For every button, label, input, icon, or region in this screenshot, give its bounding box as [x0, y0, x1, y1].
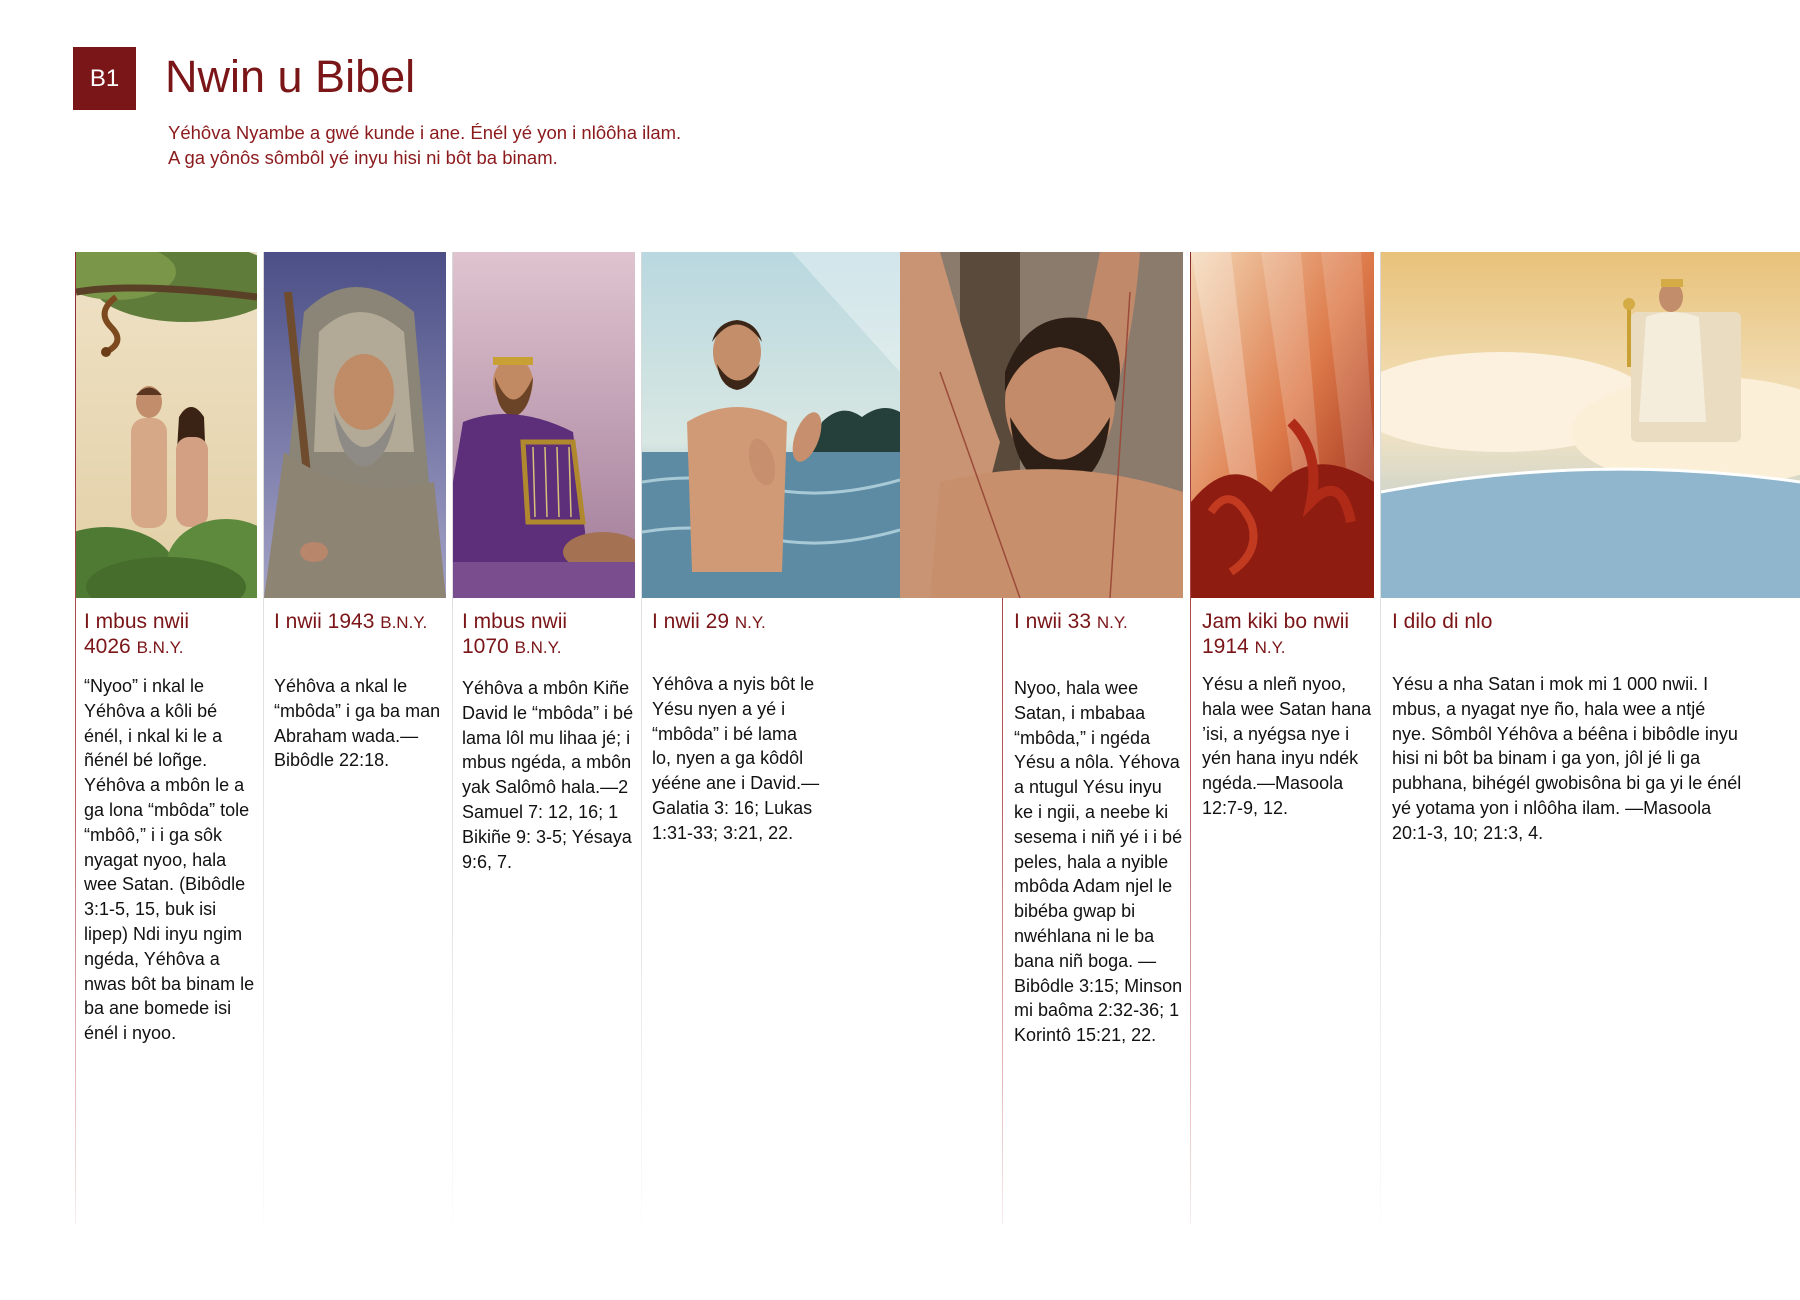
section-badge: B1	[73, 47, 136, 110]
era-main: I mbus nwii	[462, 610, 568, 633]
jesus-throne-illustration	[1381, 252, 1800, 598]
era-unit: N.Y.	[1254, 638, 1286, 657]
era-unit: B.N.Y.	[514, 638, 562, 657]
event-description: Nyoo, hala wee Satan, i mbabaa “mbôda,” i ngéda Yésu a nôla. Yéhova a ntugul Yésu inyu ke i ngii, a neebe ki sesema i niñ yé i i bé peles, hala a nyible mbôda Adam njel le bibéba gwap bi nwéhlana ni le ba bana niñ boga. —Bibôdle 3:15; Minson mi baôma 2:32-36; 1 Korintô 15:21, 22.	[1014, 678, 1183, 1046]
era-main: I mbus nwii	[84, 610, 190, 633]
era-unit: B.N.Y.	[136, 638, 184, 657]
era-main: I nwii 33	[1014, 610, 1097, 633]
event-description: Yéhôva a mbôn Kiñe David le “mbôda” i bé lama lôl mu lihaa jé; i mbus ngéda, a mbôn yak Salômô hala.—2 Samuel 7: 12, 16; 1 Bikiñe 9: 3-5; Yésaya 9:6, 7.	[462, 678, 634, 872]
event-description: Yésu a nleñ nyoo, hala wee Satan hana ’isi, a nyégsa nye i yén hana inyu ndék ngéda.—Masoola 12:7-9, 12.	[1202, 674, 1372, 818]
era-unit: N.Y.	[1096, 613, 1128, 632]
jesus-baptism-illustration	[642, 252, 900, 598]
era-year: 1070	[462, 635, 515, 658]
era-label	[274, 609, 427, 635]
era-label	[1202, 609, 1349, 660]
jesus-stake-illustration	[900, 252, 1183, 598]
era-year: 4026	[84, 635, 137, 658]
event-description: Yéhôva a nyis bôt le Yésu nyen a yé i “mbôda” i bé lama lo, nyen a ga kôdôl yééne ane i David.—Galatia 3: 16; Lukas 1:31-33; 3:21, 22.	[652, 674, 820, 843]
event-description: Yésu a nha Satan i mok mi 1 000 nwii. I mbus, a nyagat nye ño, hala wee a ntjé nye. Sômbôl Yéhôva a béêna i bibôdle inyu hisi ni bôt ba binam i ga yon, jôl jé li ga pubhana, bihégél gwobisôna bi ga yi le énél yé yotama yon i nlôôha ilam. —Masoola 20:1-3, 10; 21:3, 4.	[1392, 674, 1742, 843]
abraham-illustration	[264, 252, 446, 598]
era-label	[1014, 609, 1128, 635]
era-year: 1914	[1202, 635, 1255, 658]
adam-eve-serpent-illustration	[76, 252, 257, 598]
era-label	[652, 609, 766, 635]
page-subtitle	[168, 120, 681, 170]
event-description: “Nyoo” i nkal le Yéhôva a kôli bé énél, i nkal ki le a ñénél bé loñge. Yéhôva a mbôn le a ga lona “mbôda” tole “mbôô,” i i ga sôk nyagat nyoo, hala wee Satan. (Bibôdle 3:1-5, 15, buk isi lipep) Ndi inyu ngim ngéda, Yéhôva a nwas bôt ba binam le ba ane bomede isi énél i nyoo.	[84, 676, 255, 1044]
page-title: Nwin u Bibel	[165, 51, 416, 102]
era-label	[1392, 609, 1492, 634]
era-main: Jam kiki bo nwii	[1202, 610, 1350, 633]
era-unit: B.N.Y.	[380, 613, 428, 632]
subtitle-line: Yéhôva Nyambe a gwé kunde i ane. Énél yé yon i nlôôha ilam.	[168, 122, 682, 143]
satan-cast-down-illustration	[1191, 252, 1374, 598]
event-description: Yéhôva a nkal le “mbôda” i ga ba man Abraham wada.—Bibôdle 22:18.	[274, 676, 441, 771]
era-label	[84, 609, 189, 660]
era-main: I dilo di nlo	[1392, 610, 1493, 633]
subtitle-line: A ga yônôs sômbôl yé inyu hisi ni bôt ba binam.	[168, 147, 558, 168]
era-main: I nwii 29	[652, 610, 735, 633]
era-unit: N.Y.	[734, 613, 766, 632]
era-main: I nwii 1943	[274, 610, 381, 633]
king-david-harp-illustration	[453, 252, 635, 598]
era-label	[462, 609, 567, 660]
